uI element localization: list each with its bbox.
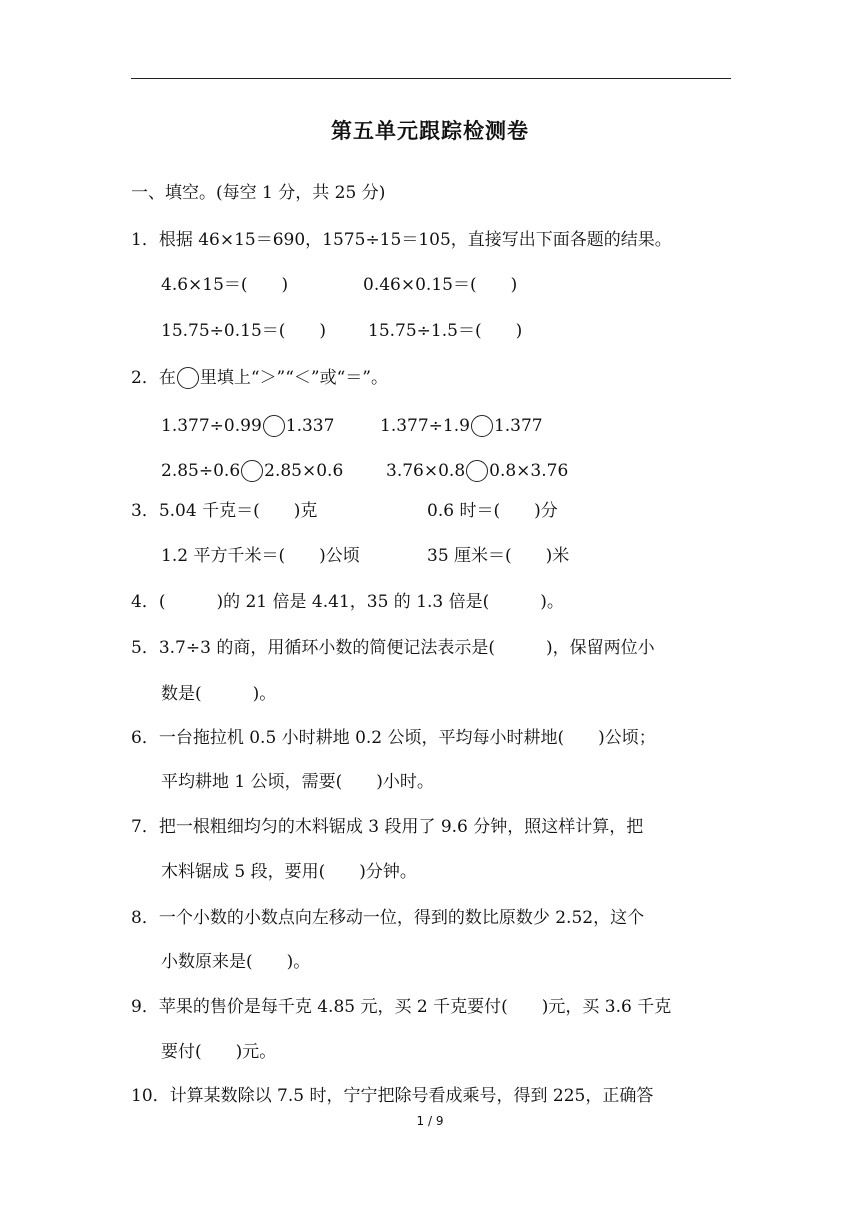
q2-d-right: 0.8×3.76: [489, 461, 569, 481]
q9-line1: 9．苹果的售价是每千克 4.85 元，买 2 千克要付( )元，买 3.6 千克: [131, 997, 672, 1017]
q2-c: [161, 459, 343, 483]
blank-circle-icon: [466, 460, 488, 482]
q1-stem: 1．根据 46×15＝690，1575÷15＝105，直接写出下面各题的结果。: [131, 230, 672, 250]
q5-line2: 数是( )。: [161, 684, 277, 704]
q7-line2: 木料锯成 5 段，要用( )分钟。: [161, 862, 417, 882]
q2-stem-after: 里填上“＞”“＜”或“＝”。: [199, 368, 388, 388]
q3-a: 3．5.04 千克＝( )克: [131, 501, 318, 521]
page-number: 1 / 9: [416, 1114, 444, 1128]
q10-line1: 10．计算某数除以 7.5 时，宁宁把除号看成乘号，得到 225，正确答: [131, 1086, 654, 1106]
blank-circle-icon: [263, 415, 285, 437]
q2-c-right: 2.85×0.6: [264, 461, 344, 481]
q7-line1: 7．把一根粗细均匀的木料锯成 3 段用了 9.6 分钟，照这样计算，把: [131, 817, 644, 837]
blank-circle-icon: [471, 415, 493, 437]
q2-b-right: 1.377: [493, 416, 543, 436]
q2-stem: [131, 366, 388, 390]
blank-circle-icon: [177, 367, 199, 389]
q6-line2: 平均耕地 1 公顷，需要( )小时。: [161, 772, 434, 792]
q3-b: 0.6 时＝( )分: [427, 501, 558, 521]
top-rule: [131, 78, 731, 79]
q4: 4．( )的 21 倍是 4.41，35 的 1.3 倍是( )。: [131, 592, 564, 612]
q2-a-left: 1.377÷0.99: [161, 416, 262, 436]
q2-c-left: 2.85÷0.6: [161, 461, 241, 481]
q2-stem-before: 2．在: [131, 368, 176, 388]
q2-b-left: 1.377÷1.9: [380, 416, 470, 436]
q3-c: 1.2 平方千米＝( )公顷: [161, 546, 360, 566]
section-heading: 一、填空。(每空 1 分，共 25 分): [131, 183, 386, 203]
q3-d: 35 厘米＝( )米: [427, 546, 570, 566]
q8-line2: 小数原来是( )。: [161, 952, 311, 972]
q2-d: [386, 459, 568, 483]
blank-circle-icon: [241, 460, 263, 482]
q6-line1: 6．一台拖拉机 0.5 小时耕地 0.2 公顷，平均每小时耕地( )公顷；: [131, 728, 656, 748]
q9-line2: 要付( )元。: [161, 1042, 277, 1062]
q1-a: 4.6×15＝( ): [161, 275, 289, 295]
q1-c: 15.75÷0.15＝( ): [161, 321, 327, 341]
q8-line1: 8．一个小数的小数点向左移动一位，得到的数比原数少 2.52，这个: [131, 908, 645, 928]
q2-b: [380, 414, 543, 438]
q1-d: 15.75÷1.5＝( ): [368, 321, 523, 341]
q5-line1: 5．3.7÷3 的商，用循环小数的简便记法表示是( )，保留两位小: [131, 638, 655, 658]
q2-d-left: 3.76×0.8: [386, 461, 466, 481]
q2-a: [161, 414, 334, 438]
page-title: 第五单元跟踪检测卷: [331, 119, 529, 143]
q1-b: 0.46×0.15＝( ): [363, 275, 518, 295]
q2-a-right: 1.337: [285, 416, 335, 436]
